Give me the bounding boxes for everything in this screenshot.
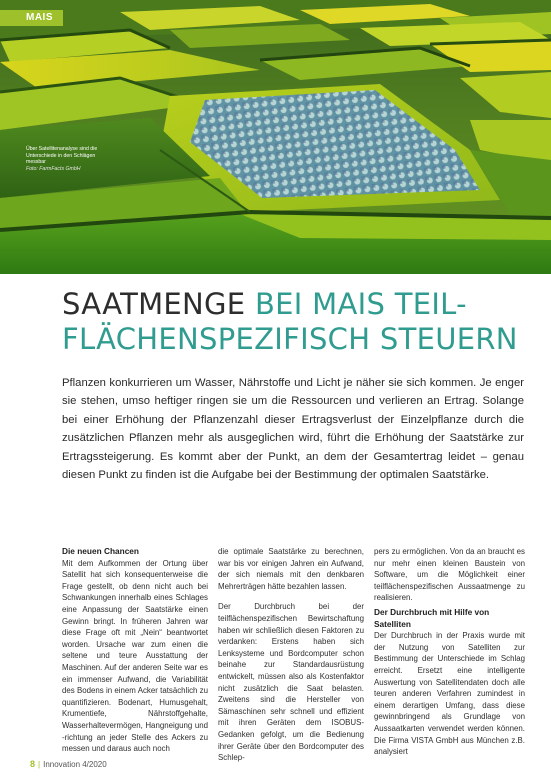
headline-accent: BEI MAIS TEIL-FLÄCHENSPEZIFISCH STEUERN bbox=[62, 287, 518, 356]
body-paragraph: Der Durchbruch bei der teilflächenspezifischen Bewirtschaftung haben wir schließlich diesen Faktoren zu verdanken: Erstens haben sich Lenksysteme und Bordcomputer schon beinahe zur Standardausrüstung entwickelt, müssen also als Kostenfaktor nicht zusätzlich die Saat belasten. Zweitens sind die Hersteller von Sämaschinen sehr schnell und effizient mit ihren Geräten dem ISOBUS-Gedanken gefolgt, um die Bedienung ihrer Geräte über den Bordcomputer des Schlep- bbox=[218, 602, 364, 763]
photo-credit: Foto: FarmFacts GmbH bbox=[26, 166, 81, 173]
article-lead: Pflanzen konkurrieren um Wasser, Nährstoffe und Licht je näher sie sich kommen. Je enger sie stehen, umso heftiger ringen sie um die Ressourcen und verlieren an Ertrag. Solange bei einer Erhöhung der Pflanzenzahl dieser Ertragsverlust der Einzelpflanze durch die zusätzlichen Pflanzen mehr als ausgeglichen wird, führt die Erhöhung der Saatstärke zur Ertragssteigerung. Es kommt aber der Punkt, an dem der Gesamtertrag leidet – genau diesen Punkt zu finden ist die Aufgabe bei der Bestimmung der optimalen Saatstärke. bbox=[62, 377, 524, 482]
article-headline bbox=[62, 287, 532, 357]
body-paragraph: die optimale Saatstärke zu berechnen, war bis vor einigen Jahren ein Aufwand, der sich niemals mit den denkbaren Mehrerträgen hätte bezahlen lassen. bbox=[218, 547, 364, 591]
page-number: 8 bbox=[30, 759, 36, 769]
footer-separator: | bbox=[38, 760, 41, 769]
body-column-1 bbox=[62, 546, 208, 764]
body-column-3 bbox=[374, 546, 525, 767]
subheading-durchbruch: Der Durchbruch mit Hilfe von Satelliten bbox=[374, 606, 490, 629]
headline-primary: SAATMENGE bbox=[62, 287, 246, 321]
body-paragraph: Mit dem Aufkommen der Ortung über Satellit hat sich konsequenterweise die Frage gestellt, ob denn nicht auch bei Schwankungen innerhalb eines Schlages eine Anpassung der Saatstärke einen Gewinn bringt. In früheren Jahren war diese Frage oft mit „Nein“ beantwortet worden. Ursache war zum einen die seltene und teure Ausstattung der Maschinen. Auf der anderen Seite war es ein immenser Aufwand, die Variabilität des Bodens in einem Acker tatsächlich zu quantifizieren. Bodenart, Humusgehalt, Krumentiefe, Nährstoffgehalte, Wasserhaltevermögen, Hangneigung und -richtung an jeder Stelle des Ackers zu messen und daraus auch noch bbox=[62, 558, 208, 754]
photo-caption bbox=[26, 146, 106, 173]
issue-label: Innovation 4/2020 bbox=[43, 760, 107, 769]
hero-photo bbox=[0, 0, 551, 274]
section-tag: MAIS bbox=[0, 10, 63, 26]
body-paragraph: Der Durchbruch in der Praxis wurde mit der Nutzung von Satelliten zur Bestimmung der Unterschiede im Schlag erreicht. Ersetzt eine intelligente Auswertung von Satellitendaten doch alle teuren anderen Verfahren zumindest in einem derartigen Umfang, dass diese gewinnbringend als Grundlage von Aussaatkarten verwendet werden können. Die Firma VISTA GmbH aus München z.B. analysiert bbox=[374, 631, 525, 757]
body-paragraph: pers zu ermöglichen. Von da an braucht es nur mehr einen kleinen Baustein von Software, um die Möglichkeit einer teilflächenspezifischen Aussaatmenge zu realisieren. bbox=[374, 547, 525, 603]
subheading-neue-chancen: Die neuen Chancen bbox=[62, 546, 139, 556]
article-body bbox=[62, 546, 525, 763]
caption-text: Über Satellitenanalyse sind die Unterschiede in den Schlägen messbar bbox=[26, 146, 98, 166]
field-aerial-illustration bbox=[0, 0, 551, 274]
page-footer bbox=[30, 759, 107, 770]
body-column-2 bbox=[218, 546, 364, 773]
